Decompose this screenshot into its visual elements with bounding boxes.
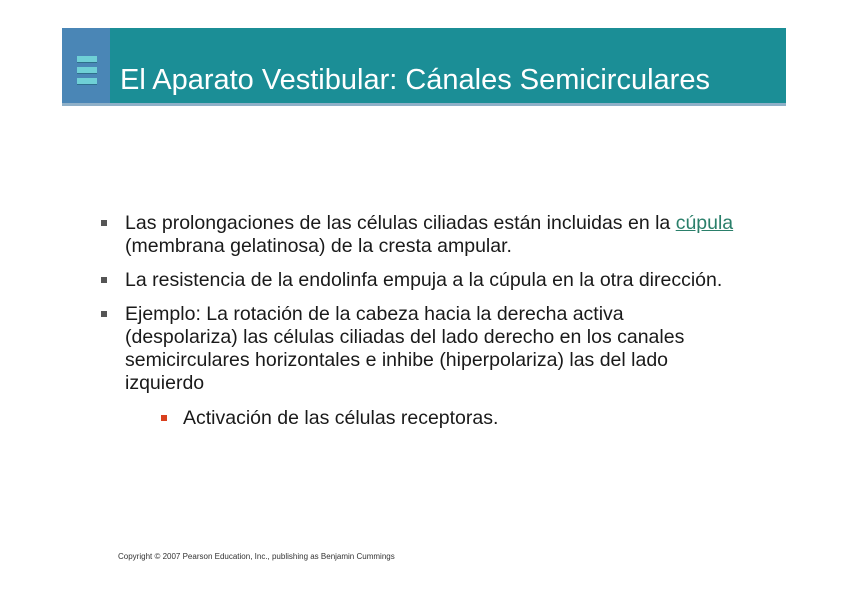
bullet-text: La resistencia de la endolinfa empuja a la cúpula en la otra dirección. [125, 269, 723, 291]
sub-bullet-item [158, 407, 740, 430]
bullet-square-icon [101, 277, 107, 283]
slide-title: El Aparato Vestibular: Cánales Semicirculares [120, 64, 710, 96]
bullet-item-ejemplo [100, 303, 740, 430]
bullet-text-before: Las prolongaciones de las células ciliadas están incluidas en la [125, 212, 676, 234]
bullet-square-icon [101, 220, 107, 226]
title-underline [62, 103, 786, 106]
bullet-text: Ejemplo: La rotación de la cabeza hacia la derecha activa (despolariza) las células ciliadas del lado derecho en los canales semicirculares horizontales e inhibe (hiperpolariza) las del lado izquierdo [125, 303, 685, 394]
bullet-text-after: (membrana gelatinosa) de la cresta ampular. [125, 235, 512, 257]
cupula-link[interactable]: cúpula [675, 212, 734, 234]
copyright-footer: Copyright © 2007 Pearson Education, Inc., publishing as Benjamin Cummings [118, 552, 395, 561]
sub-bullet-square-icon [161, 415, 167, 421]
sub-bullet-text: Activación de las células receptoras. [183, 407, 499, 429]
bullet-item-endolinfa [100, 269, 740, 292]
stacked-bars-icon [77, 56, 97, 92]
bullet-square-icon [101, 311, 107, 317]
bullet-list [100, 212, 740, 441]
bullet-item-cupula [100, 212, 740, 258]
